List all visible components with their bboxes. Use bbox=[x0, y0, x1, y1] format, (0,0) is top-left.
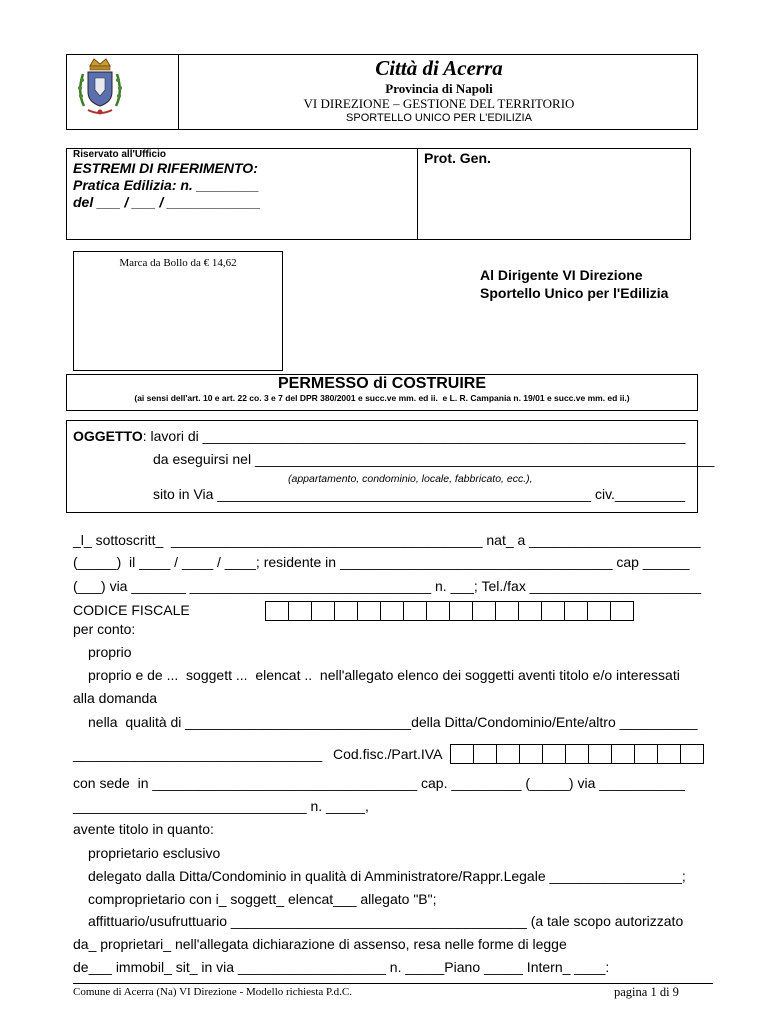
office-box-divider bbox=[417, 148, 418, 240]
applicant-birth-residence-line: (_____) il ____ / ____ / ____; residente in ___________________________________ cap ______ bbox=[73, 554, 690, 570]
title-option-tenant: affittuario/usufruttuario ______________________________________ (a tale scopo autorizzato bbox=[88, 913, 684, 929]
stamp-box bbox=[73, 251, 283, 371]
oggetto-address-field: sito in Via ________________________________________________ civ._________ bbox=[153, 486, 685, 502]
stamp-label: Marca da Bollo da € 14,62 bbox=[119, 257, 237, 269]
province-name: Provincia di Napoli bbox=[385, 81, 493, 96]
applicant-address-line: (___) via _______ _______________________________ n. ___; Tel./fax ______________________ bbox=[73, 578, 701, 594]
city-title: Città di Acerra bbox=[375, 56, 503, 80]
office-name: SPORTELLO UNICO PER L'EDILIZIA bbox=[346, 112, 532, 124]
city-coat-of-arms-icon bbox=[74, 56, 126, 122]
del-date-field: del ___ / ___ / ____________ bbox=[73, 194, 261, 210]
pratica-field: Pratica Edilizia: n. ________ bbox=[73, 177, 259, 193]
oggetto-location-field: da eseguirsi nel ___________________________________________________________ bbox=[153, 451, 715, 467]
per-conto-label: per conto: bbox=[73, 621, 136, 637]
avente-titolo-label: avente titolo in quanto: bbox=[73, 821, 214, 837]
oggetto-line1 bbox=[73, 428, 685, 444]
title-option-coowner: comproprietario con i_ soggett_ elencat___ allegato "B"; bbox=[88, 891, 437, 907]
tenant-consent-line: da_ proprietari_ nell'allegata dichiarazione di assenso, resa nelle forme di legge bbox=[73, 936, 567, 952]
permit-legal-reference: (ai sensi dell'art. 10 e art. 22 co. 3 e 7 del DPR 380/2001 e succ.ve mm. ed ii. e L. R. Campania n. 19/01 e succ.ve mm. ed ii.) bbox=[134, 393, 630, 403]
vat-label: Cod.fisc./Part.IVA bbox=[333, 746, 443, 762]
addressee-line2: Sportello Unico per l'Edilizia bbox=[480, 285, 669, 301]
tax-code-label: CODICE FISCALE bbox=[73, 602, 190, 618]
vat-cells bbox=[450, 744, 703, 764]
headquarters-line2: ______________________________ n. _____, bbox=[73, 798, 369, 814]
footer-left: Comune di Acerra (Na) VI Direzione - Modello richiesta P.d.C. bbox=[73, 986, 353, 998]
applicant-name-line: _l_ sottoscritt_ ________________________________________ nat_ a ______________________ bbox=[73, 532, 701, 548]
protocol-label: Prot. Gen. bbox=[424, 150, 491, 166]
headquarters-line1: con sede in __________________________________ cap. _________ (_____) via ___________ bbox=[73, 775, 685, 791]
direction-name: VI DIREZIONE – GESTIONE DEL TERRITORIO bbox=[303, 96, 575, 111]
tax-code-cells bbox=[265, 601, 633, 621]
permit-title: PERMESSO di COSTRUIRE bbox=[277, 375, 487, 392]
reference-title: ESTREMI DI RIFERIMENTO: bbox=[73, 160, 258, 176]
qualita-line: nella qualità di _____________________________della Ditta/Condominio/Ente/altro __________ bbox=[88, 714, 698, 730]
reserved-label: Riservato all'Ufficio bbox=[73, 149, 166, 160]
property-address-line: de___ immobil_ sit_ in via ___________________ n. _____Piano _____ Intern_ ____: bbox=[73, 959, 610, 975]
page-number: pagina 1 di 9 bbox=[614, 985, 679, 999]
oggetto-label: OGGETTO bbox=[73, 428, 143, 444]
oggetto-hint: (appartamento, condominio, locale, fabbricato, ecc.), bbox=[288, 473, 533, 485]
title-option-delegate: delegato dalla Ditta/Condominio in qualità di Amministratore/Rappr.Legale _________________; bbox=[88, 868, 686, 884]
oggetto-works-field: : lavori di ______________________________________________________________ bbox=[142, 428, 686, 444]
option-proprio: proprio bbox=[88, 644, 132, 660]
header-divider bbox=[178, 54, 179, 130]
option-proprio-e: proprio e de ... soggett ... elencat .. nell'allegato elenco dei soggetti aventi titolo e/o interessati bbox=[88, 667, 680, 683]
title-option-owner: proprietario esclusivo bbox=[88, 845, 221, 861]
codfisc-pre-line: ________________________________ bbox=[73, 746, 323, 762]
footer-rule bbox=[73, 983, 713, 984]
alla-domanda-text: alla domanda bbox=[73, 690, 158, 706]
addressee-line1: Al Dirigente VI Direzione bbox=[480, 267, 643, 283]
